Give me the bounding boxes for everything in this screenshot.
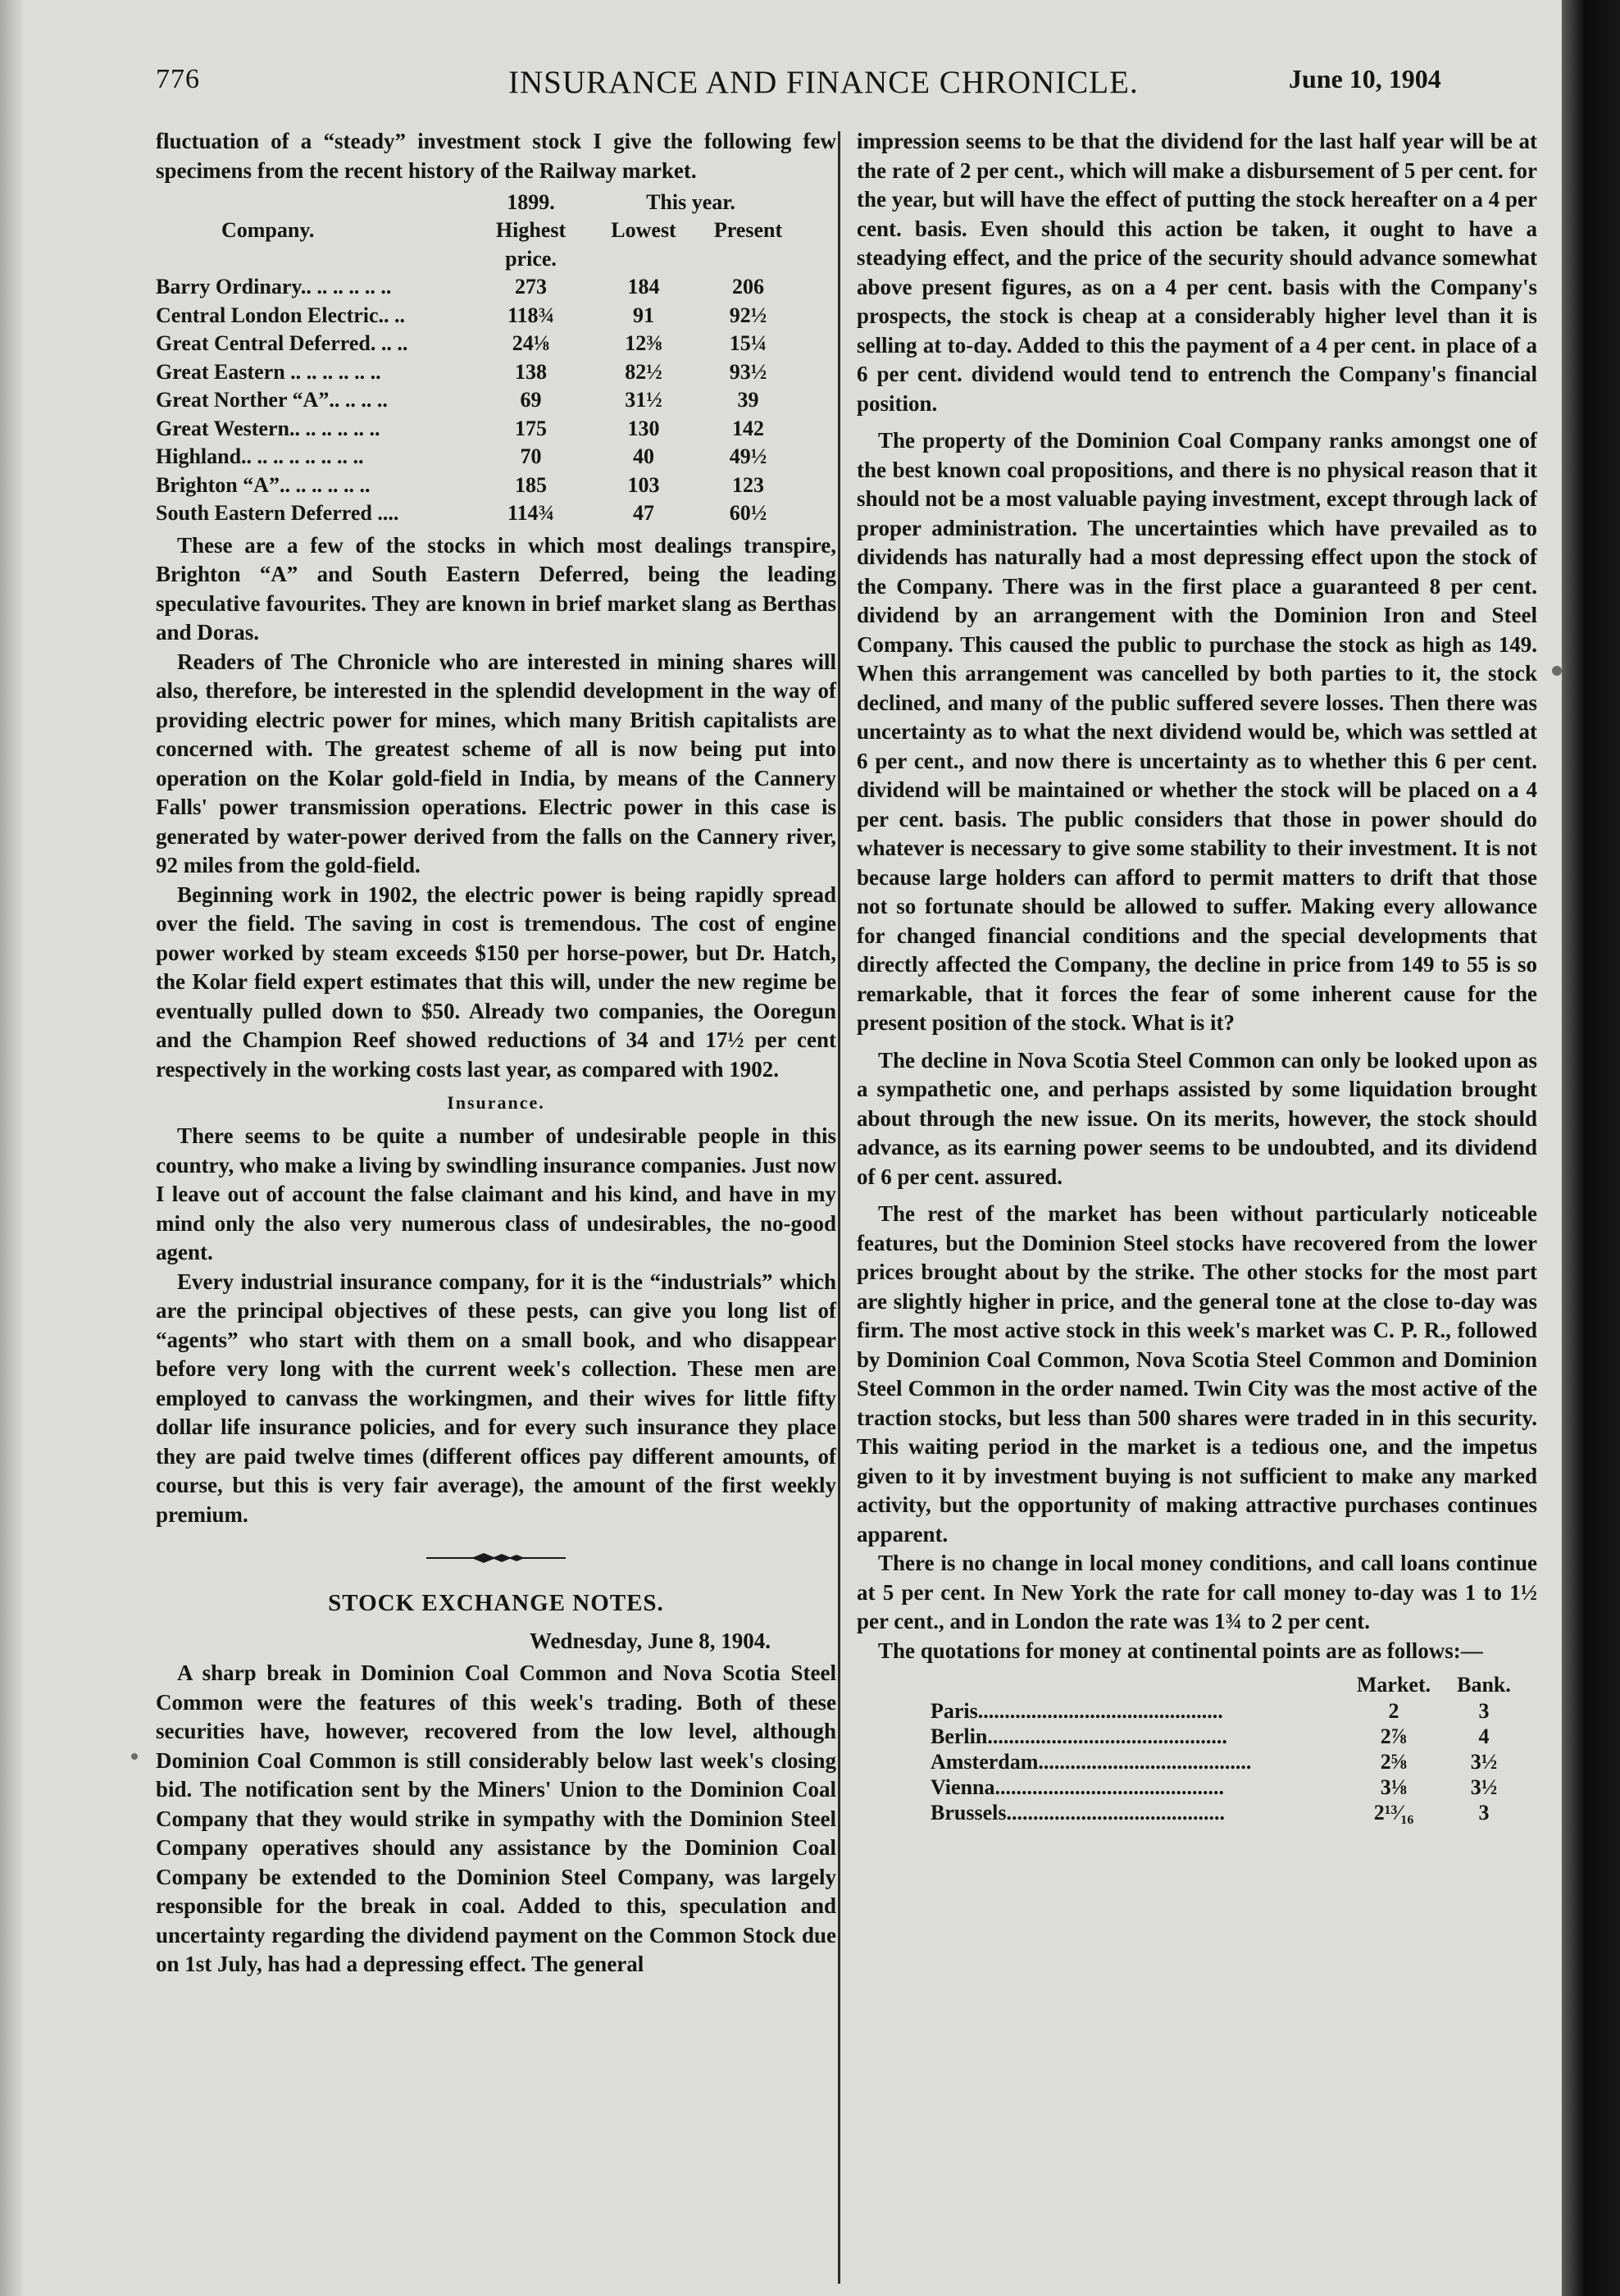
city-name: Amsterdam........................................ — [931, 1750, 1252, 1774]
lowest-price: 82½ — [625, 359, 662, 384]
lowest-price: 31½ — [625, 388, 662, 412]
column-divider — [838, 131, 840, 2284]
table-header-years — [156, 189, 836, 216]
paragraph-decline: The decline in Nova Scotia Steel Common can only be looked upon as a sympathetic one, and perhaps assisted by some liquidation brought about through the new issue. On its merits, however, the stock should advance, as its earning power seems to be undoubted, and its dividend of 6 per cent. assured. — [857, 1047, 1537, 1189]
present-price: 39 — [737, 388, 759, 412]
company-name: South Eastern Deferred .... — [156, 501, 399, 525]
table-row — [857, 1724, 1537, 1749]
lowest-price: 91 — [633, 303, 654, 327]
table-row — [156, 273, 836, 302]
market-rate: 2⅝ — [1380, 1750, 1408, 1774]
highest-price: 69 — [520, 388, 542, 412]
paragraph-sharp-break: A sharp break in Dominion Coal Common and Nova Scotia Steel Common were the features of this week's trading. Both of these securities have, however, recovered from the low level, although Dominion Coal Common is still considerably below last week's closing bid. The notification sent by the Miners' Union to the Dominion Coal Company that they would strike in sympathy with the Dominion Steel Company operatives should any assistance by the Dominion Coal Company be extended to the Dominion Steel Company, was largely responsible for the break in coal. Added to this, speculation and uncertainty regarding the dividend payment on the Common Stock due on 1st July, has had a depressing effect. The general — [156, 1660, 836, 1976]
bank-rate: 3 — [1478, 1699, 1490, 1723]
present-price: 92½ — [729, 303, 767, 327]
paragraph-money-conditions: There is no change in local money conditions, and call loans continue at 5 per cent. In New York the rate for call money to-day was 1 to 1½ per cent., and in London the rate was 1¾ to 2 per cent. — [857, 1551, 1537, 1633]
present-price: 206 — [732, 275, 764, 298]
highest-price: 24⅛ — [512, 331, 550, 355]
highest-price: 70 — [520, 444, 542, 468]
lowest-price: 103 — [627, 472, 660, 497]
header-this-year: This year. — [646, 190, 735, 214]
city-name: Vienna........................................... — [931, 1775, 1224, 1799]
paragraph-beginning-work: Beginning work in 1902, the electric power is being rapidly spread over the field. The saving in cost is tremendous. The cost of engine power worked by steam exceeds $150 per horse-power, but Dr. Hatch, the Kolar field expert estimates that this will, under the new regime be eventually pulled down to $50. Already two companies, the Ooregun and the Champion Reef showed reductions of 34 and 17½ per cent respectively in the working costs last year, as compared with 1902. — [156, 882, 836, 1082]
bank-rate: 3½ — [1470, 1750, 1498, 1774]
highest-price: 118¾ — [507, 303, 555, 327]
paragraph-quotations-intro: The quotations for money at continental points are as follows:— — [878, 1638, 1483, 1663]
paragraph-continuation: impression seems to be that the dividend for the last half year will be at the rate of 2 per cent., which will make a disbursement of 5 per cent. for the year, but will have the effect of putting the stock hereafter on a 4 per cent. basis. Even should this action be taken, it ought to have a steadying effect, and the price of the security should advance somewhat above present figures, as on a 4 per cent. basis with the Company's prospects, the stock is cheap at a considerably higher level than it is selling at to-day. Added to this the payment of a 4 per cent. in place of a 6 per cent. dividend would tend to entrench the Company's financial position. — [857, 129, 1537, 416]
company-name: Great Central Deferred. .. .. — [156, 331, 408, 355]
company-name: Great Eastern .. .. .. .. .. .. — [156, 359, 381, 384]
highest-price: 138 — [515, 359, 547, 384]
present-price: 49½ — [729, 444, 767, 468]
present-price: 15¼ — [729, 331, 767, 355]
highest-price: 175 — [515, 416, 547, 440]
lowest-price: 130 — [627, 416, 660, 440]
col-market: Market. — [1356, 1673, 1431, 1697]
table-row — [156, 415, 836, 444]
present-price: 93½ — [729, 359, 767, 384]
col-bank: Bank. — [1457, 1673, 1511, 1697]
bank-rate: 3 — [1478, 1801, 1490, 1824]
table-row — [156, 358, 836, 387]
page-gutter-shadow — [0, 0, 25, 2296]
company-name: Brighton “A”.. .. .. .. .. .. — [156, 472, 371, 497]
paragraph-readers: Readers of The Chronicle who are interested in mining shares will also, therefore, be interested in the splendid development in the way of providing electric power for mines, which many British capitalists are concerned with. The greatest scheme of all is now being put into operation on the Kolar gold-field in India, by means of the Cannery Falls' power transmission operations. Electric power in this case is generated by water-power derived from the falls on the Cannery river, 92 miles from the gold-field. — [156, 649, 836, 877]
col-highest: Highest price. — [495, 218, 567, 271]
insurance-heading: Insurance. — [447, 1092, 545, 1113]
paragraph-property: The property of the Dominion Coal Company ranks amongst one of the best known coal propositions, and there is no physical reason that it should not be a most valuable paying investment, except through lack of proper administration. The uncertainties which have prevailed as to dividends has naturally had a most depressing effect upon the stock of the Company. There was in the first place a guaranteed 8 per cent. dividend by an arrangement with the Dominion Iron and Steel Company. This caused the public to purchase the stock as high as 149. When this arrangement was cancelled by both parties to it, the stock declined, and many of the public suffered severe losses. Then there was uncertainty as to what the next dividend would be, which was settled at 6 per cent., and now there is uncertainty as to whether this 6 per cent. dividend will be maintained or whether the stock will be placed on a 4 per cent. basis. The public considers that those in power should do whatever is necessary to give some stability to their investment. It is not because large holders can afford to permit matters to drift that those not so fortunate should be allowed to suffer. Making every allowance for changed financial conditions and the special developments that directly affected the Company, the decline in price from 149 to 55 is so remarkable, that it forces the fear of some inherent cause for the present position of the stock. What is it? — [857, 428, 1537, 1035]
table-row — [857, 1800, 1537, 1825]
table-row — [156, 499, 836, 528]
bank-rate: 3½ — [1470, 1775, 1498, 1799]
table-row — [857, 1774, 1537, 1800]
railway-stocks-table — [156, 189, 836, 528]
paragraph-insurance-2: Every industrial insurance company, for it is the “industrials” which are the principal objectives of these pests, can give you long list of “agents” who start with them on a small book, and who disappear before very long with the current week's collection. These men are employed to canvass the workingmen, and their wives for little fifty dollar life insurance policies, and for every such insurance they place they are paid twelve times (different offices pay different amounts, of course, but this is very fair average), the amount of the first weekly premium. — [156, 1269, 836, 1527]
lowest-price: 12⅜ — [625, 331, 662, 355]
company-name: Highland.. .. .. .. .. .. .. .. — [156, 444, 364, 468]
publication-title: INSURANCE AND FINANCE CHRONICLE. — [508, 65, 1139, 100]
lowest-price: 40 — [633, 444, 654, 468]
col-present: Present — [713, 218, 783, 242]
paragraph-rest-of-market: The rest of the market has been without particularly noticeable features, but the Dominion Steel stocks have recovered from the lower prices brought about by the strike. The other stocks for the most part are slightly higher in price, and the general tone at the close to-day was firm. The most active stock in this week's market was C. P. R., followed by Dominion Coal Common, Nova Scotia Steel Common and Dominion Steel Common in the order named. Twin City was the most active of the traction stocks, but less than 500 shares were traded in in this security. This waiting period in the market is a tedious one, and the impetus given to it by investment buying is not sufficient to make any marked activity, but the opportunity of making attractive purchases continues apparent. — [857, 1201, 1537, 1547]
company-name: Barry Ordinary.. .. .. .. .. .. — [156, 275, 392, 298]
left-column — [156, 127, 836, 1979]
paragraph-intro: fluctuation of a “steady” investment stock I give the following few specimens from the recent history of the Railway market. — [156, 129, 836, 183]
stock-exchange-notes-heading: STOCK EXCHANGE NOTES. — [328, 1590, 664, 1616]
highest-price: 273 — [515, 275, 547, 298]
paragraph-insurance-1: There seems to be quite a number of undesirable people in this country, who make a living by swindling insurance companies. Just now I leave out of account the false claimant and his kind, and have in my mind only the also very numerous class of undesirables, the no-good agent. — [156, 1123, 836, 1264]
dateline: Wednesday, June 8, 1904. — [529, 1629, 771, 1653]
table-row — [857, 1749, 1537, 1774]
table-row — [156, 330, 836, 358]
city-name: Brussels......................................... — [931, 1801, 1225, 1824]
present-price: 123 — [732, 472, 764, 497]
market-rate: 2⅞ — [1380, 1724, 1408, 1748]
table-header-columns — [156, 216, 836, 273]
col-lowest: Lowest — [611, 218, 676, 242]
scan-edge-shadow — [1562, 0, 1620, 2296]
bank-rate: 4 — [1478, 1724, 1490, 1748]
market-rate: 2¹³⁄₁₆ — [1373, 1801, 1414, 1824]
paragraph-these-stocks: These are a few of the stocks in which most dealings transpire, Brighton “A” and South Eastern Deferred, being the leading speculative favourites. They are known in brief market slang as Berthas and Doras. — [156, 532, 836, 645]
market-rate: 2 — [1388, 1699, 1399, 1723]
right-column — [857, 127, 1537, 1825]
table-row — [156, 472, 836, 500]
money-rates-table — [857, 1672, 1537, 1825]
company-name: Great Norther “A”.. .. .. .. — [156, 388, 388, 412]
company-name: Central London Electric.. .. — [156, 303, 406, 327]
header-1899: 1899. — [507, 190, 555, 214]
highest-price: 114¾ — [507, 501, 555, 525]
table-row — [857, 1698, 1537, 1724]
city-name: Berlin............................................. — [931, 1724, 1227, 1748]
highest-price: 185 — [515, 472, 547, 497]
section-divider-ornament — [426, 1551, 566, 1565]
page-number: 776 — [156, 64, 200, 94]
present-price: 60½ — [729, 501, 767, 525]
table-header — [857, 1672, 1537, 1698]
scan-speck — [1552, 666, 1562, 676]
col-company: Company. — [221, 218, 315, 242]
table-row — [156, 443, 836, 472]
lowest-price: 47 — [633, 501, 654, 525]
scan-speck — [131, 1753, 138, 1760]
lowest-price: 184 — [627, 275, 660, 298]
city-name: Paris.............................................. — [931, 1699, 1223, 1723]
table-row — [156, 386, 836, 415]
issue-date: June 10, 1904 — [1289, 64, 1441, 93]
company-name: Great Western.. .. .. .. .. .. — [156, 416, 380, 440]
market-rate: 3⅛ — [1380, 1775, 1408, 1799]
table-row — [156, 302, 836, 330]
present-price: 142 — [732, 416, 764, 440]
